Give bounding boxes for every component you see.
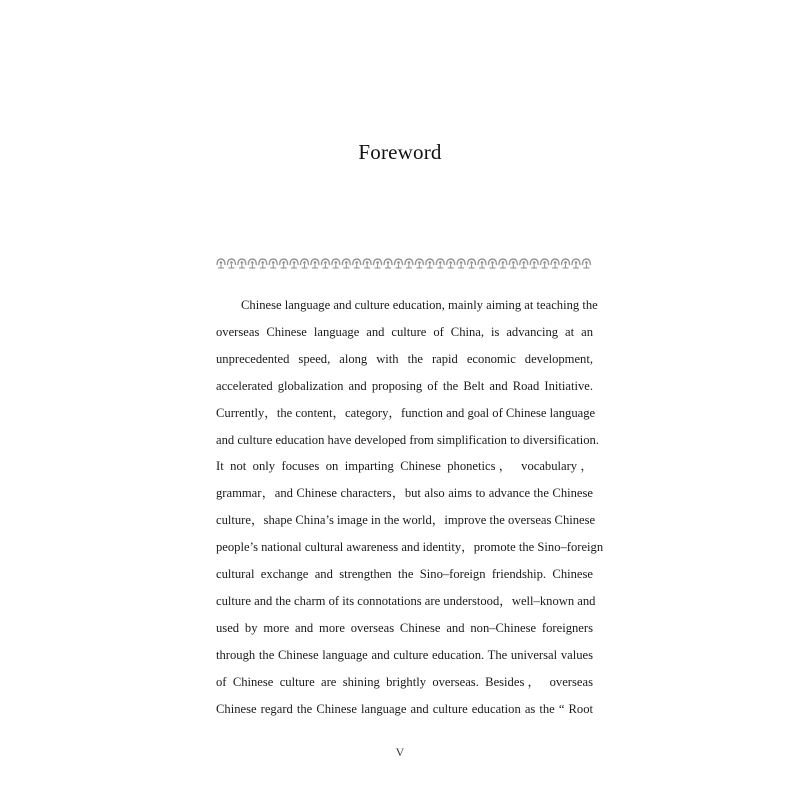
body-line: overseas Chinese language and culture of China, is advancing at an xyxy=(216,324,593,339)
body-line: grammar，and Chinese characters，but also aims to advance the Chinese xyxy=(216,486,593,501)
body-line: culture and the charm of its connotations are understood，well–known and xyxy=(216,593,596,608)
body-line: and culture education have developed from simplification to diversification. xyxy=(216,432,599,447)
body-line: cultural exchange and strengthen the Sino–foreign friendship. Chinese xyxy=(216,567,593,582)
body-line: accelerated globalization and proposing of the Belt and Road Initiative. xyxy=(216,378,593,393)
body-line: It not only focuses on imparting Chinese phonetics， vocabulary， xyxy=(216,459,593,474)
page-number: V xyxy=(395,745,405,759)
body-line: unprecedented speed, along with the rapid economic development, xyxy=(216,351,593,366)
body-line: used by more and more overseas Chinese and non–Chinese foreigners xyxy=(216,620,593,635)
decorative-border-ornament xyxy=(216,256,592,270)
page-title: Foreword xyxy=(358,140,442,164)
body-line: through the Chinese language and culture education. The universal values xyxy=(216,647,593,662)
body-line: Chinese language and culture education, mainly aiming at teaching the xyxy=(241,298,598,312)
body-line: of Chinese culture are shining brightly overseas. Besides， overseas xyxy=(216,674,593,689)
body-line: Currently，the content，category，function and goal of Chinese language xyxy=(216,405,596,420)
foreword-body-text xyxy=(216,292,604,723)
body-line: Chinese regard the Chinese language and culture education as the “ Root xyxy=(216,701,593,716)
body-line: people’s national cultural awareness and identity，promote the Sino–foreign xyxy=(216,540,604,555)
body-line: culture，shape China’s image in the world，improve the overseas Chinese xyxy=(216,513,596,528)
